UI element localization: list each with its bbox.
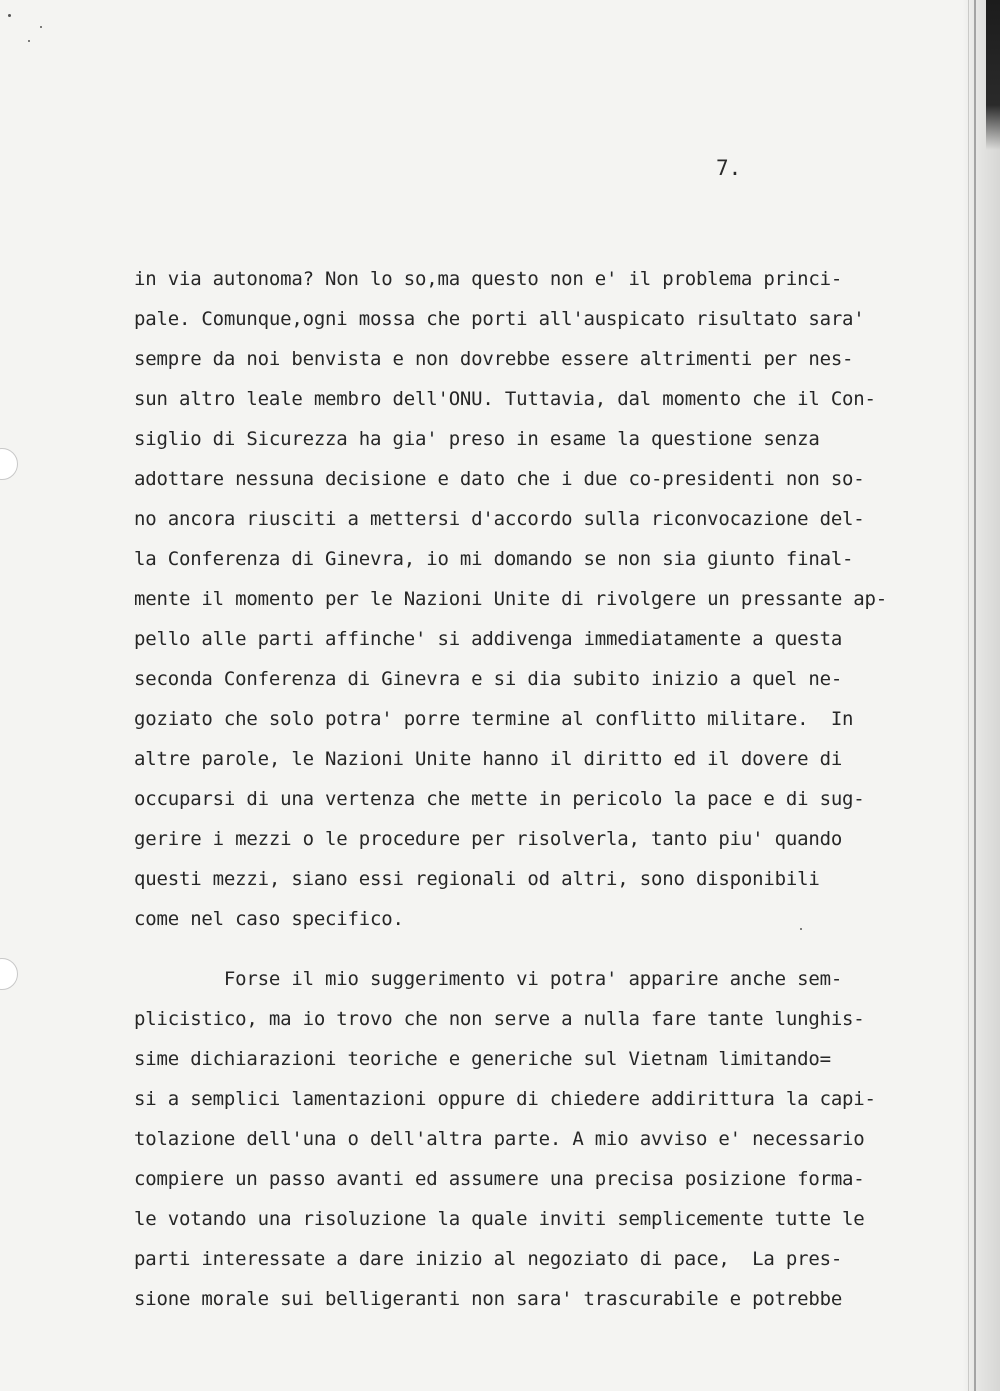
typed-body-text xyxy=(134,268,888,1310)
text-line: goziato che solo potra' porre termine al conflitto militare. In xyxy=(134,708,854,730)
text-line: siglio di Sicurezza ha gia' preso in esame la questione senza xyxy=(134,428,820,450)
text-line: plicistico, ma io trovo che non serve a nulla fare tante lunghis- xyxy=(134,1008,865,1030)
text-line: sempre da noi benvista e non dovrebbe essere altrimenti per nes- xyxy=(134,348,854,370)
text-line: pello alle parti affinche' si addivenga immediatamente a questa xyxy=(134,628,843,650)
dust-speck xyxy=(40,26,42,28)
text-line: pale. Comunque,ogni mossa che porti all'auspicato risultato sara' xyxy=(134,308,865,330)
text-line: mente il momento per le Nazioni Unite di rivolgere un pressante ap- xyxy=(134,588,888,610)
text-line: la Conferenza di Ginevra, io mi domando se non sia giunto final- xyxy=(134,548,854,570)
page-fold-line-secondary xyxy=(968,0,969,1391)
text-line: no ancora riusciti a mettersi d'accordo sulla riconvocazione del- xyxy=(134,508,865,530)
text-line: le votando una risoluzione la quale inviti semplicemente tutte le xyxy=(134,1208,865,1230)
punch-hole-bottom xyxy=(0,958,18,990)
text-line: come nel caso specifico. xyxy=(134,908,404,930)
punch-hole-top xyxy=(0,448,18,480)
text-line: parti interessate a dare inizio al negoziato di pace, La pres- xyxy=(134,1248,843,1270)
text-line: sione morale sui belligeranti non sara' trascurabile e potrebbe xyxy=(134,1288,843,1310)
scan-corner-mark xyxy=(986,0,1000,150)
text-line: seconda Conferenza di Ginevra e si dia subito inizio a quel ne- xyxy=(134,668,843,690)
page-fold-line xyxy=(974,0,976,1391)
text-line: si a semplici lamentazioni oppure di chiedere addirittura la capi- xyxy=(134,1088,876,1110)
dust-speck xyxy=(28,40,30,42)
dust-speck xyxy=(800,928,802,930)
text-line: sime dichiarazioni teoriche e generiche sul Vietnam limitando= xyxy=(134,1048,831,1070)
text-line: gerire i mezzi o le procedure per risolverla, tanto piu' quando xyxy=(134,828,843,850)
page-number: 7. xyxy=(716,156,742,180)
text-line: altre parole, le Nazioni Unite hanno il diritto ed il dovere di xyxy=(134,748,843,770)
text-line: adottare nessuna decisione e dato che i due co-presidenti non so- xyxy=(134,468,865,490)
text-line: in via autonoma? Non lo so,ma questo non e' il problema princi- xyxy=(134,268,843,290)
text-line: questi mezzi, siano essi regionali od altri, sono disponibili xyxy=(134,868,820,890)
text-line: compiere un passo avanti ed assumere una precisa posizione forma- xyxy=(134,1168,865,1190)
text-line: Forse il mio suggerimento vi potra' apparire anche sem- xyxy=(134,968,843,990)
dust-speck xyxy=(8,14,11,17)
text-line: tolazione dell'una o dell'altra parte. A mio avviso e' necessario xyxy=(134,1128,865,1150)
text-line: sun altro leale membro dell'ONU. Tuttavia, dal momento che il Con- xyxy=(134,388,876,410)
text-line: occuparsi di una vertenza che mette in pericolo la pace e di sug- xyxy=(134,788,865,810)
